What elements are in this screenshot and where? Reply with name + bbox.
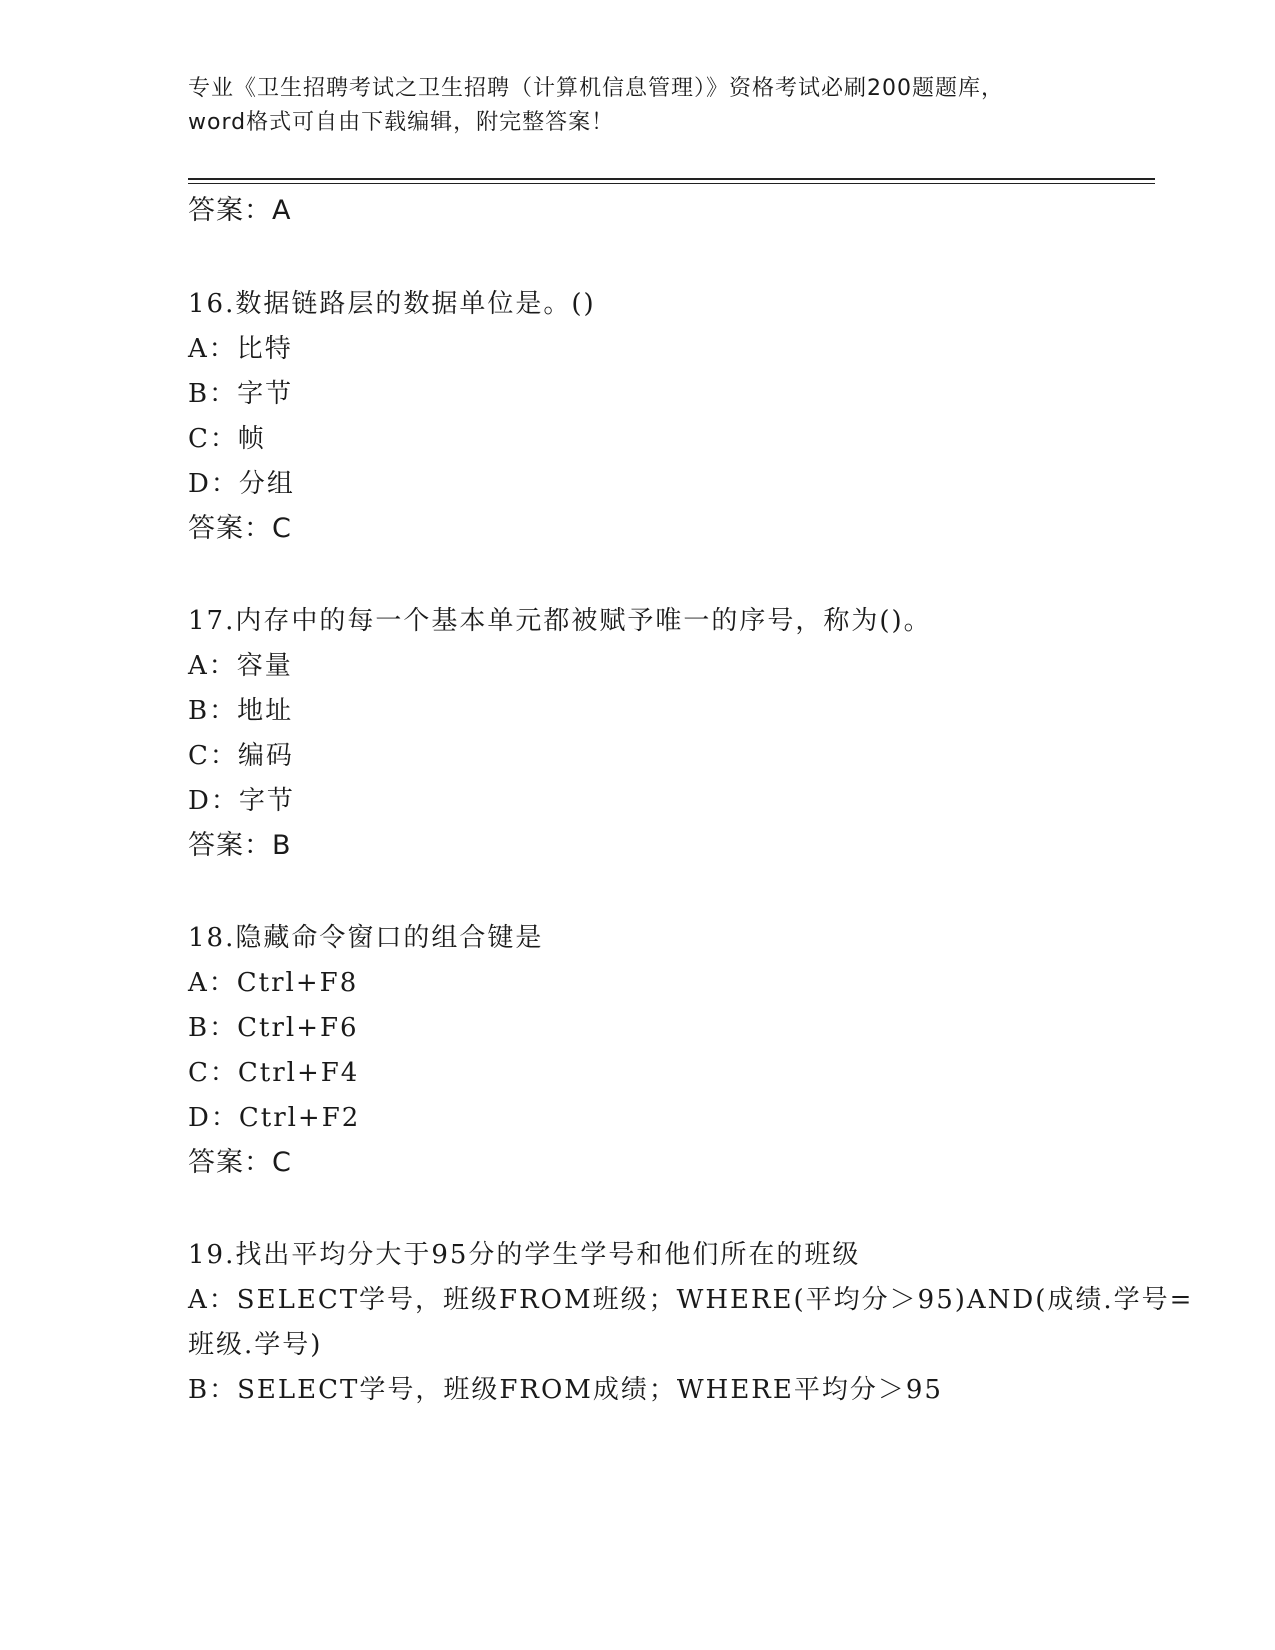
header-rule-thin (188, 183, 1155, 184)
option-b: B：SELECT学号，班级FROM成绩；WHERE平均分＞95 (188, 1375, 943, 1405)
header-rule (188, 178, 1155, 180)
answer: 答案：B (188, 830, 292, 861)
question-stem: 19.找出平均分大于95分的学生学号和他们所在的班级 (188, 1240, 861, 1270)
question-stem: 17.内存中的每一个基本单元都被赋予唯一的序号，称为()。 (188, 606, 932, 636)
answer: 答案：C (188, 1147, 292, 1178)
previous-answer: 答案：A (188, 195, 292, 226)
option-a: A：比特 (188, 334, 293, 364)
option-c: C：Ctrl+F4 (188, 1058, 360, 1088)
option-c: C：编码 (188, 741, 294, 771)
option-c: C：帧 (188, 424, 266, 454)
question-stem: 16.数据链路层的数据单位是。() (188, 289, 596, 319)
option-d: D：字节 (188, 786, 295, 816)
option-a: A：容量 (188, 651, 293, 681)
option-d: D：分组 (188, 469, 295, 499)
header-line-2: word格式可自由下载编辑，附完整答案！ (188, 110, 615, 135)
header-line-1: 专业《卫生招聘考试之卫生招聘（计算机信息管理）》资格考试必刷200题题库， (188, 76, 1004, 101)
option-a-continued: 班级.学号) (188, 1330, 323, 1360)
option-d: D：Ctrl+F2 (188, 1103, 361, 1133)
option-a: A：SELECT学号，班级FROM班级；WHERE(平均分＞95)AND(成绩.学号= (188, 1285, 1194, 1315)
option-a: A：Ctrl+F8 (188, 968, 359, 998)
option-b: B：Ctrl+F6 (188, 1013, 359, 1043)
option-b: B：地址 (188, 696, 294, 726)
document-header (188, 72, 1088, 140)
question-stem: 18.隐藏命令窗口的组合键是 (188, 923, 544, 953)
answer: 答案：C (188, 513, 292, 544)
option-b: B：字节 (188, 379, 294, 409)
